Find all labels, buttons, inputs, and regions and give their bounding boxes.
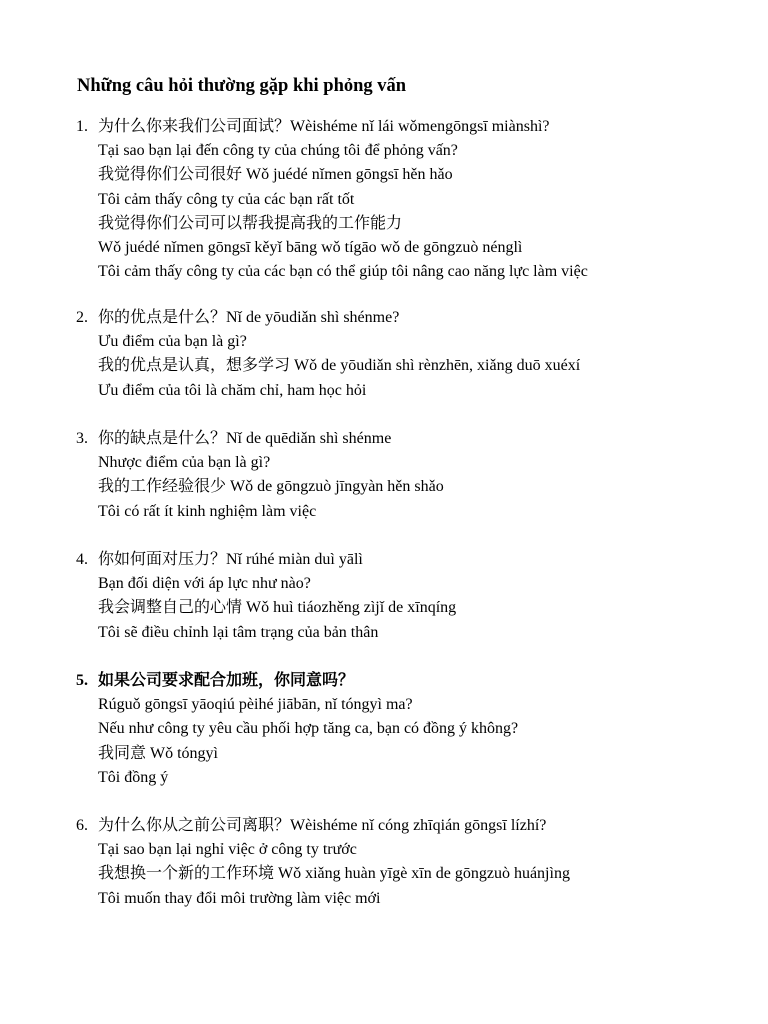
text-line: Tôi muốn thay đổi môi trường làm việc mới [98, 889, 381, 907]
text-line: 如果公司要求配合加班，你同意吗？ [98, 672, 355, 689]
text-line: Rúguǒ gōngsī yāoqiú pèihé jiābān, nǐ tóngyì ma? [98, 696, 413, 714]
text-line: Tôi có rất ít kinh nghiệm làm việc [98, 502, 317, 520]
text-line: 我的优点是认真，想多学习 Wǒ de yōudiǎn shì rènzhēn, xiǎng duō xuéxí [98, 357, 581, 375]
text-line: Tôi cảm thấy công ty của các bạn rất tốt [98, 190, 355, 208]
text-line: 我的工作经验很少 Wǒ de gōngzuò jīngyàn hěn shǎo [98, 478, 444, 496]
text-line: 你如何面对压力？Nǐ rúhé miàn duì yālì [98, 551, 363, 568]
question-number: 2. [76, 309, 88, 326]
question-number: 6. [76, 817, 88, 834]
text-line: Tôi đồng ý [98, 768, 169, 786]
text-line: Tại sao bạn lại nghỉ việc ở công ty trước [98, 841, 357, 859]
text-line: 为什么你来我们公司面试？Wèishéme nǐ lái wǒmengōngsī miànshì? [98, 118, 550, 135]
text-line: Wǒ juédé nǐmen gōngsī kěyǐ bāng wǒ tígāo wǒ de gōngzuò nénglì [98, 238, 523, 256]
question-lines [98, 669, 748, 790]
document-title: Những câu hỏi thường gặp khi phỏng vấn [77, 76, 407, 96]
text-line: 我觉得你们公司很好 Wǒ juédé nǐmen gōngsī hěn hǎo [98, 166, 453, 184]
text-line: Tại sao bạn lại đến công ty của chúng tôi để phỏng vấn? [98, 142, 458, 160]
question-number: 3. [76, 430, 88, 447]
question-lines [98, 115, 748, 284]
question-lines [98, 306, 748, 403]
question-lines [98, 427, 748, 524]
text-line: 我会调整自己的心情 Wǒ huì tiáozhěng zìjǐ de xīnqíng [98, 599, 457, 617]
text-line: 你的缺点是什么？Nǐ de quēdiǎn shì shénme [98, 430, 392, 447]
question-number: 4. [76, 551, 88, 568]
text-line: Ưu điểm của tôi là chăm chỉ, ham học hỏi [98, 381, 367, 399]
text-line: 我同意 Wǒ tóngyì [98, 744, 218, 762]
text-line: 我觉得你们公司可以帮我提高我的工作能力 [98, 214, 403, 232]
text-line: Nếu như công ty yêu cầu phối hợp tăng ca, bạn có đồng ý không? [98, 720, 519, 738]
text-line: 为什么你从之前公司离职？Wèishéme nǐ cóng zhīqián gōngsī lízhí? [98, 817, 547, 834]
text-line: Tôi sẽ điều chỉnh lại tâm trạng của bản thân [98, 623, 379, 641]
question-number: 1. [76, 118, 88, 135]
text-line: 我想换一个新的工作环境 Wǒ xiǎng huàn yīgè xīn de gōngzuò huánjìng [98, 865, 570, 883]
text-line: Bạn đối diện với áp lực như nào? [98, 575, 311, 593]
question-number: 5. [76, 672, 88, 689]
text-line: Tôi cảm thấy công ty của các bạn có thể giúp tôi nâng cao năng lực làm việc [98, 263, 588, 281]
text-line: Nhược điểm của bạn là gì? [98, 454, 271, 472]
text-line: Ưu điểm của bạn là gì? [98, 333, 247, 351]
text-line: 你的优点是什么？Nǐ de yōudiǎn shì shénme? [98, 309, 400, 326]
question-lines [98, 814, 748, 911]
question-lines [98, 548, 748, 645]
